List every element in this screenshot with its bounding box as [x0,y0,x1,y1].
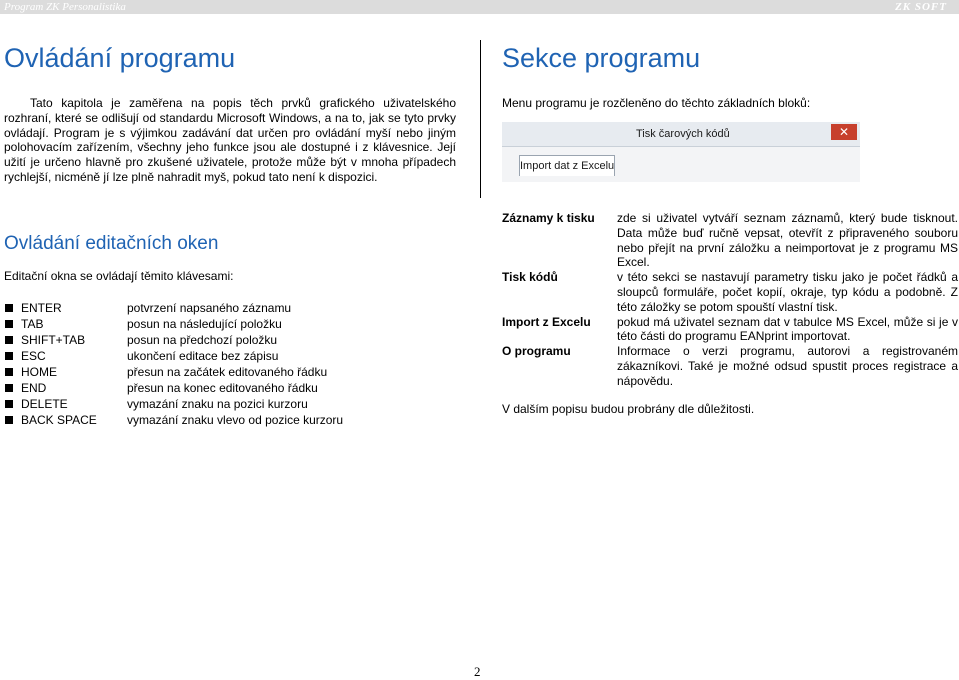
section-title-edit-windows: Ovládání editačních oken [4,233,219,254]
page-title-left: Ovládání programu [4,43,236,73]
key-description: přesun na konec editovaného řádku [127,381,318,395]
tab-import-excel[interactable]: Import dat z Excelu [519,155,615,176]
sections-intro: Menu programu je rozčleněno do těchto základních bloků: [502,96,811,110]
key-name: TAB [21,317,44,331]
list-item [4,316,474,332]
page-number: 2 [474,664,481,679]
key-description: vymazání znaku na pozici kurzoru [127,397,308,411]
list-item [4,332,474,348]
key-name: END [21,381,47,395]
bullet-icon [5,384,13,392]
key-description: posun na následující položku [127,317,282,331]
close-icon[interactable]: ✕ [831,124,857,140]
section-description: Informace o verzi programu, autorovi a registrovaném zákazníkovi. Také je možné odsud spustit proces registrace a nápovědu. [617,344,958,388]
key-description: posun na předchozí položku [127,333,278,347]
section-term: Import z Excelu [502,314,591,329]
list-item [4,364,474,380]
list-item [502,211,958,270]
section-description: v této sekci se nastavují parametry tisku jako je počet řádků a sloupců formuláře, počet kopií, okraje, typ kódu a podobně. Z této záložky se potom spouští vlastní tisk. [617,270,958,314]
list-item [4,348,474,364]
bullet-icon [5,416,13,424]
section-term: Záznamy k tisku [502,211,595,225]
section-term: Tisk kódů [502,270,558,285]
bullet-icon [5,336,13,344]
list-item [502,315,958,345]
column-divider [480,40,481,198]
app-window-screenshot [502,122,860,182]
intro-text: Tato kapitola je zaměřena na popis těch prvků grafického uživatelského rozhraní, které se odlišují od standardu Microsoft Windows, a na to, jak se tyto prvky ovládají. Program je s výjimkou zadávání dat určen pro ovládání myší nebo jiným polohovacím zařízením, všechny jeho funkce jsou ale dostupné i z klávesnice. Její užití je určeno hlavně pro zkušené uživatele, protože může být v mnoha případech rychlejší, nicméně jí lze plně nahradit myš, pokud tato není k dispozici. [4,96,456,184]
key-description: přesun na začátek editovaného řádku [127,365,328,379]
list-item [4,300,474,316]
key-name: SHIFT+TAB [21,333,86,347]
window-titlebar [502,122,860,147]
edit-windows-intro: Editační okna se ovládají těmito klávesami: [4,269,234,283]
bullet-icon [5,320,13,328]
list-item [4,396,474,412]
key-description: potvrzení napsaného záznamu [127,301,292,315]
section-term: O programu [502,344,571,359]
key-name: ESC [21,349,46,363]
header-company-logo: ZK SOFT [895,1,947,13]
bullet-icon [5,368,13,376]
list-item [502,344,958,388]
bullet-icon [5,400,13,408]
bullet-icon [5,304,13,312]
key-name: HOME [21,365,57,379]
sections-list [502,211,958,389]
window-tab-strip [502,147,860,182]
window-title: Tisk čarových kódů [636,128,730,140]
page-title-right: Sekce programu [502,43,701,73]
key-name: DELETE [21,397,68,411]
section-description: zde si uživatel vytváří seznam záznamů, který bude tisknout. Data může buď ručně vepsat, otevřít z připraveného souboru nebo přejít na první záložku a neimportovat je z programu MS Excel. [617,211,958,270]
running-header [0,0,959,14]
bullet-icon [5,352,13,360]
key-name: ENTER [21,301,62,315]
key-description: vymazání znaku vlevo od pozice kurzoru [127,413,344,427]
key-description: ukončení editace bez zápisu [127,349,279,363]
key-list [4,300,474,428]
intro-paragraph [4,96,456,185]
sections-outro: V dalším popisu budou probrány dle důležitosti. [502,402,755,416]
section-description: pokud má uživatel seznam dat v tabulce MS Excel, může si je v této části do programu EANprint importovat. [617,314,958,344]
header-program-name: Program ZK Personalistika [4,1,126,13]
list-item [502,270,958,314]
list-item [4,412,474,428]
list-item [4,380,474,396]
key-name: BACK SPACE [21,413,97,427]
